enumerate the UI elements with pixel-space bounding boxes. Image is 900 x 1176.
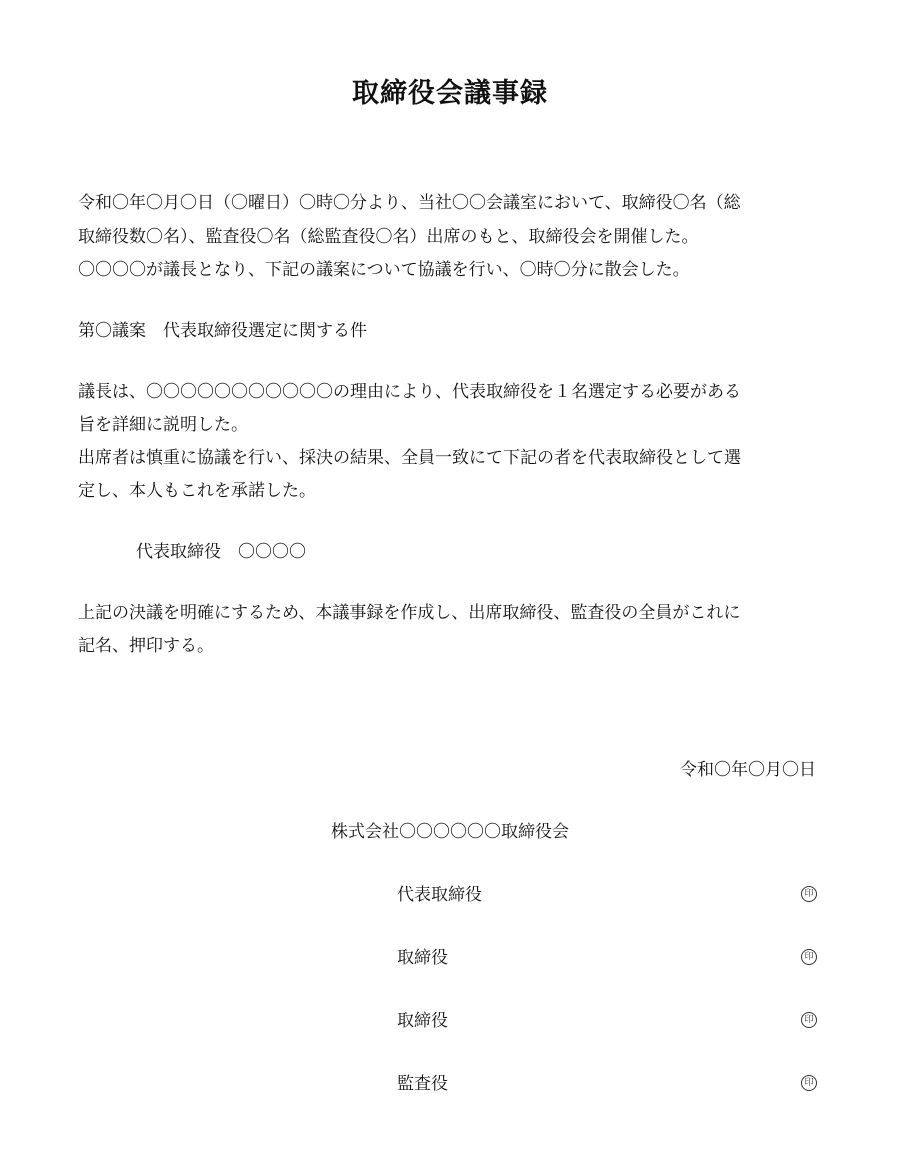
body-line: 議長は、〇〇〇〇〇〇〇〇〇〇〇の理由により、代表取締役を１名選定する必要がある (78, 382, 741, 402)
closing-line: 上記の決議を明確にするため、本議事録を作成し、出席取締役、監査役の全員がこれに (78, 603, 741, 623)
document-date: 令和〇年〇月〇日 (680, 760, 816, 780)
signatory-label: 代表取締役 (397, 885, 482, 905)
seal-icon: 印 (801, 1012, 817, 1028)
intro-line: 取締役数〇名）、監査役〇名（総監査役〇名）出席のもと、取締役会を開催した。 (78, 227, 699, 247)
page-title: 取締役会議事録 (352, 78, 548, 109)
body-line: 定し、本人もこれを承諾した。 (78, 481, 316, 501)
appointee-line: 代表取締役 〇〇〇〇 (136, 542, 306, 562)
body-line: 旨を詳細に説明した。 (78, 415, 248, 435)
signatory-label: 取締役 (397, 1011, 448, 1031)
closing-line: 記名、押印する。 (78, 636, 214, 656)
signatory-label: 取締役 (397, 948, 448, 968)
body-line: 出席者は慎重に協議を行い、採決の結果、全員一致にて下記の者を代表取締役として選 (78, 448, 741, 468)
seal-icon: 印 (801, 886, 817, 902)
intro-line: 令和〇年〇月〇日（〇曜日）〇時〇分より、当社〇〇会議室において、取締役〇名（総 (78, 193, 741, 213)
agenda-heading: 第〇議案 代表取締役選定に関する件 (78, 321, 367, 341)
seal-icon: 印 (801, 949, 817, 965)
seal-icon: 印 (801, 1075, 817, 1091)
intro-line: 〇〇〇〇が議長となり、下記の議案について協議を行い、〇時〇分に散会した。 (78, 260, 690, 280)
company-name: 株式会社〇〇〇〇〇〇取締役会 (331, 822, 569, 842)
signatory-label: 監査役 (397, 1074, 448, 1094)
